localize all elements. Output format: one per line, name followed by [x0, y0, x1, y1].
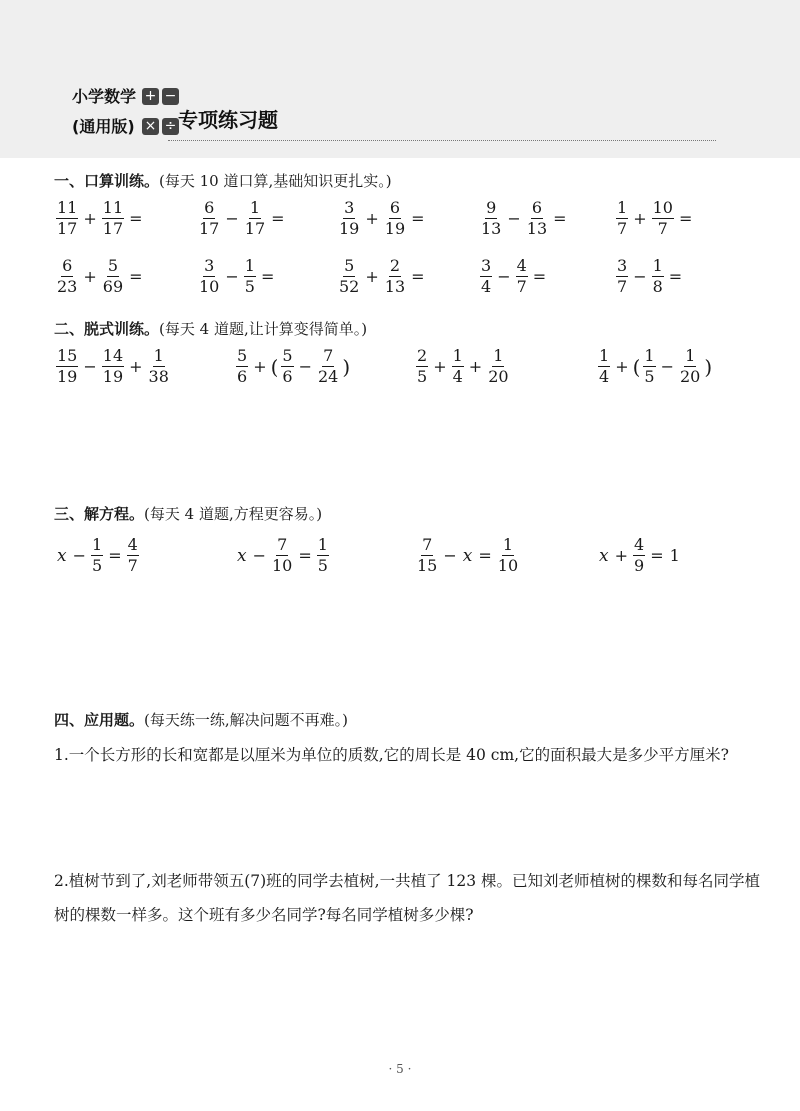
operator: +	[365, 209, 379, 228]
fraction: $\frac{1}{4}$	[452, 346, 463, 386]
fraction: $\frac{2}{13}$	[384, 256, 406, 296]
fraction: $\frac{6}{19}$	[384, 198, 406, 238]
rhs-value: 1	[669, 546, 680, 565]
operator: −	[443, 546, 457, 565]
section-1-title	[54, 170, 392, 191]
fraction: $\frac{1}{8}$	[652, 256, 663, 296]
simplify-item-3	[414, 348, 512, 385]
arithmetic-ops-icon	[142, 86, 182, 142]
page-number: · 5 ·	[388, 1062, 412, 1076]
section-4-note: (每天练一练,解决问题不再难。)	[144, 711, 348, 729]
times-icon: ×	[142, 118, 159, 135]
fraction: $\frac{1}{17}$	[244, 198, 266, 238]
operator: +	[83, 267, 97, 286]
fraction: $\frac{4}{7}$	[516, 256, 527, 296]
operator: +	[365, 267, 379, 286]
left-paren: (	[632, 354, 641, 379]
operator: −	[507, 209, 521, 228]
equals-sign: =	[411, 209, 425, 228]
fraction: $\frac{1}{20}$	[680, 346, 701, 386]
fraction: $\frac{1}{5}$	[644, 346, 655, 386]
fraction: $\frac{5}{52}$	[339, 256, 360, 296]
operator: −	[633, 267, 647, 286]
right-paren: )	[342, 354, 351, 379]
fraction: $\frac{7}{10}$	[272, 535, 293, 575]
header-divider	[168, 140, 716, 141]
left-paren: (	[270, 354, 279, 379]
divide-icon: ÷	[162, 118, 179, 135]
fraction: $\frac{1}{10}$	[497, 535, 519, 575]
equation-item-1	[54, 537, 141, 574]
oral-calc-item	[478, 258, 549, 295]
fraction: $\frac{1}{5}$	[92, 535, 103, 575]
fraction: $\frac{6}{13}$	[526, 198, 548, 238]
equals-sign: =	[271, 209, 285, 228]
fraction: $\frac{1}{7}$	[617, 198, 628, 238]
fraction: $\frac{11}{17}$	[57, 198, 78, 238]
operator: −	[72, 546, 86, 565]
equation-item-3	[414, 537, 521, 574]
equals-sign: =	[298, 546, 312, 565]
fraction: $\frac{7}{24}$	[318, 346, 339, 386]
fraction: $\frac{14}{19}$	[102, 346, 124, 386]
fraction: $\frac{9}{13}$	[481, 198, 502, 238]
equals-sign: =	[668, 267, 683, 286]
equals-sign: =	[553, 209, 567, 228]
fraction: $\frac{3}{10}$	[199, 256, 220, 296]
operator: −	[225, 209, 239, 228]
fraction: $\frac{10}{7}$	[652, 198, 673, 238]
section-2-heading: 二、脱式训练。	[54, 320, 160, 338]
equals-sign: =	[108, 546, 122, 565]
oral-calc-item	[614, 200, 695, 237]
fraction: $\frac{1}{5}$	[244, 256, 255, 296]
equals-sign: =	[678, 209, 693, 228]
fraction: $\frac{4}{7}$	[127, 535, 138, 575]
oral-calc-item	[54, 200, 146, 237]
section-2-title	[54, 318, 367, 339]
fraction: $\frac{1}{20}$	[488, 346, 509, 386]
operator: +	[433, 357, 447, 376]
section-4-heading: 四、应用题。	[54, 711, 145, 729]
operator: −	[298, 357, 312, 376]
fraction: $\frac{3}{19}$	[339, 198, 360, 238]
minus-icon: −	[162, 88, 179, 105]
section-3-note: (每天 4 道题,方程更容易。)	[144, 505, 323, 523]
fraction: $\frac{1}{5}$	[317, 535, 328, 575]
section-3-title	[54, 503, 322, 524]
simplify-item-1	[54, 348, 172, 385]
oral-calc-item	[196, 258, 277, 295]
fraction: $\frac{1}{38}$	[148, 346, 169, 386]
series-name: 小学数学	[72, 87, 137, 106]
section-2-note: (每天 4 道题,让计算变得简单。)	[159, 320, 368, 338]
oral-calc-item	[478, 200, 570, 237]
fraction: $\frac{6}{17}$	[199, 198, 220, 238]
fraction: $\frac{11}{17}$	[102, 198, 124, 238]
operator: +	[83, 209, 97, 228]
fraction: $\frac{1}{4}$	[599, 346, 610, 386]
operator: +	[129, 357, 143, 376]
fraction: $\frac{3}{7}$	[617, 256, 628, 296]
page-title: 专项练习题	[178, 108, 278, 132]
section-3-heading: 三、解方程。	[54, 505, 145, 523]
plus-icon: +	[142, 88, 159, 105]
fraction: $\frac{2}{5}$	[417, 346, 428, 386]
variable-x: x	[599, 545, 609, 566]
operator: +	[468, 357, 483, 376]
word-problem-2: 2.植树节到了,刘老师带领五(7)班的同学去植树,一共植了 123 棵。已知刘老师植树的棵数和每名同学植树的棵数一样多。这个班有多少名同学?每名同学植树多少棵?	[54, 872, 761, 924]
equals-sign: =	[411, 267, 425, 286]
fraction: $\frac{15}{19}$	[57, 346, 78, 386]
oral-calc-item	[54, 258, 146, 295]
oral-calc-item	[336, 258, 428, 295]
fraction: $\frac{5}{69}$	[102, 256, 124, 296]
equals-sign: =	[532, 267, 547, 286]
operator: −	[252, 546, 266, 565]
equation-item-2	[234, 537, 331, 574]
equals-sign: =	[260, 267, 275, 286]
operator: −	[225, 267, 239, 286]
operator: +	[253, 357, 267, 376]
fraction: $\frac{5}{6}$	[282, 346, 293, 386]
equals-sign: =	[478, 546, 492, 565]
simplify-item-2	[234, 348, 351, 385]
fraction: $\frac{5}{6}$	[237, 346, 248, 386]
section-4-title	[54, 709, 348, 730]
section-1-heading: 一、口算训练。	[54, 172, 160, 190]
operator: +	[633, 209, 647, 228]
equals-sign: =	[129, 209, 143, 228]
oral-calc-item	[614, 258, 685, 295]
section-1-note: (每天 10 道口算,基础知识更扎实。)	[159, 172, 392, 190]
oral-calc-item	[196, 200, 288, 237]
operator: +	[614, 546, 628, 565]
variable-x: x	[462, 545, 473, 566]
operator: −	[497, 267, 511, 286]
oral-calc-item	[336, 200, 428, 237]
equation-item-4	[596, 537, 683, 574]
series-edition: (通用版)	[72, 117, 135, 136]
fraction: $\frac{3}{4}$	[481, 256, 492, 296]
fraction: $\frac{7}{15}$	[417, 535, 438, 575]
equals-sign: =	[129, 267, 143, 286]
variable-x: x	[57, 545, 67, 566]
operator: −	[83, 357, 97, 376]
fraction: $\frac{6}{23}$	[57, 256, 78, 296]
equals-sign: =	[650, 546, 664, 565]
operator: −	[660, 357, 674, 376]
operator: +	[615, 357, 629, 376]
word-problem-1: 1.一个长方形的长和宽都是以厘米为单位的质数,它的周长是 40 cm,它的面积最大是多少平方厘米?	[54, 746, 729, 764]
simplify-item-4	[596, 348, 713, 385]
variable-x: x	[237, 545, 247, 566]
right-paren: )	[704, 354, 713, 379]
fraction: $\frac{4}{9}$	[634, 535, 645, 575]
